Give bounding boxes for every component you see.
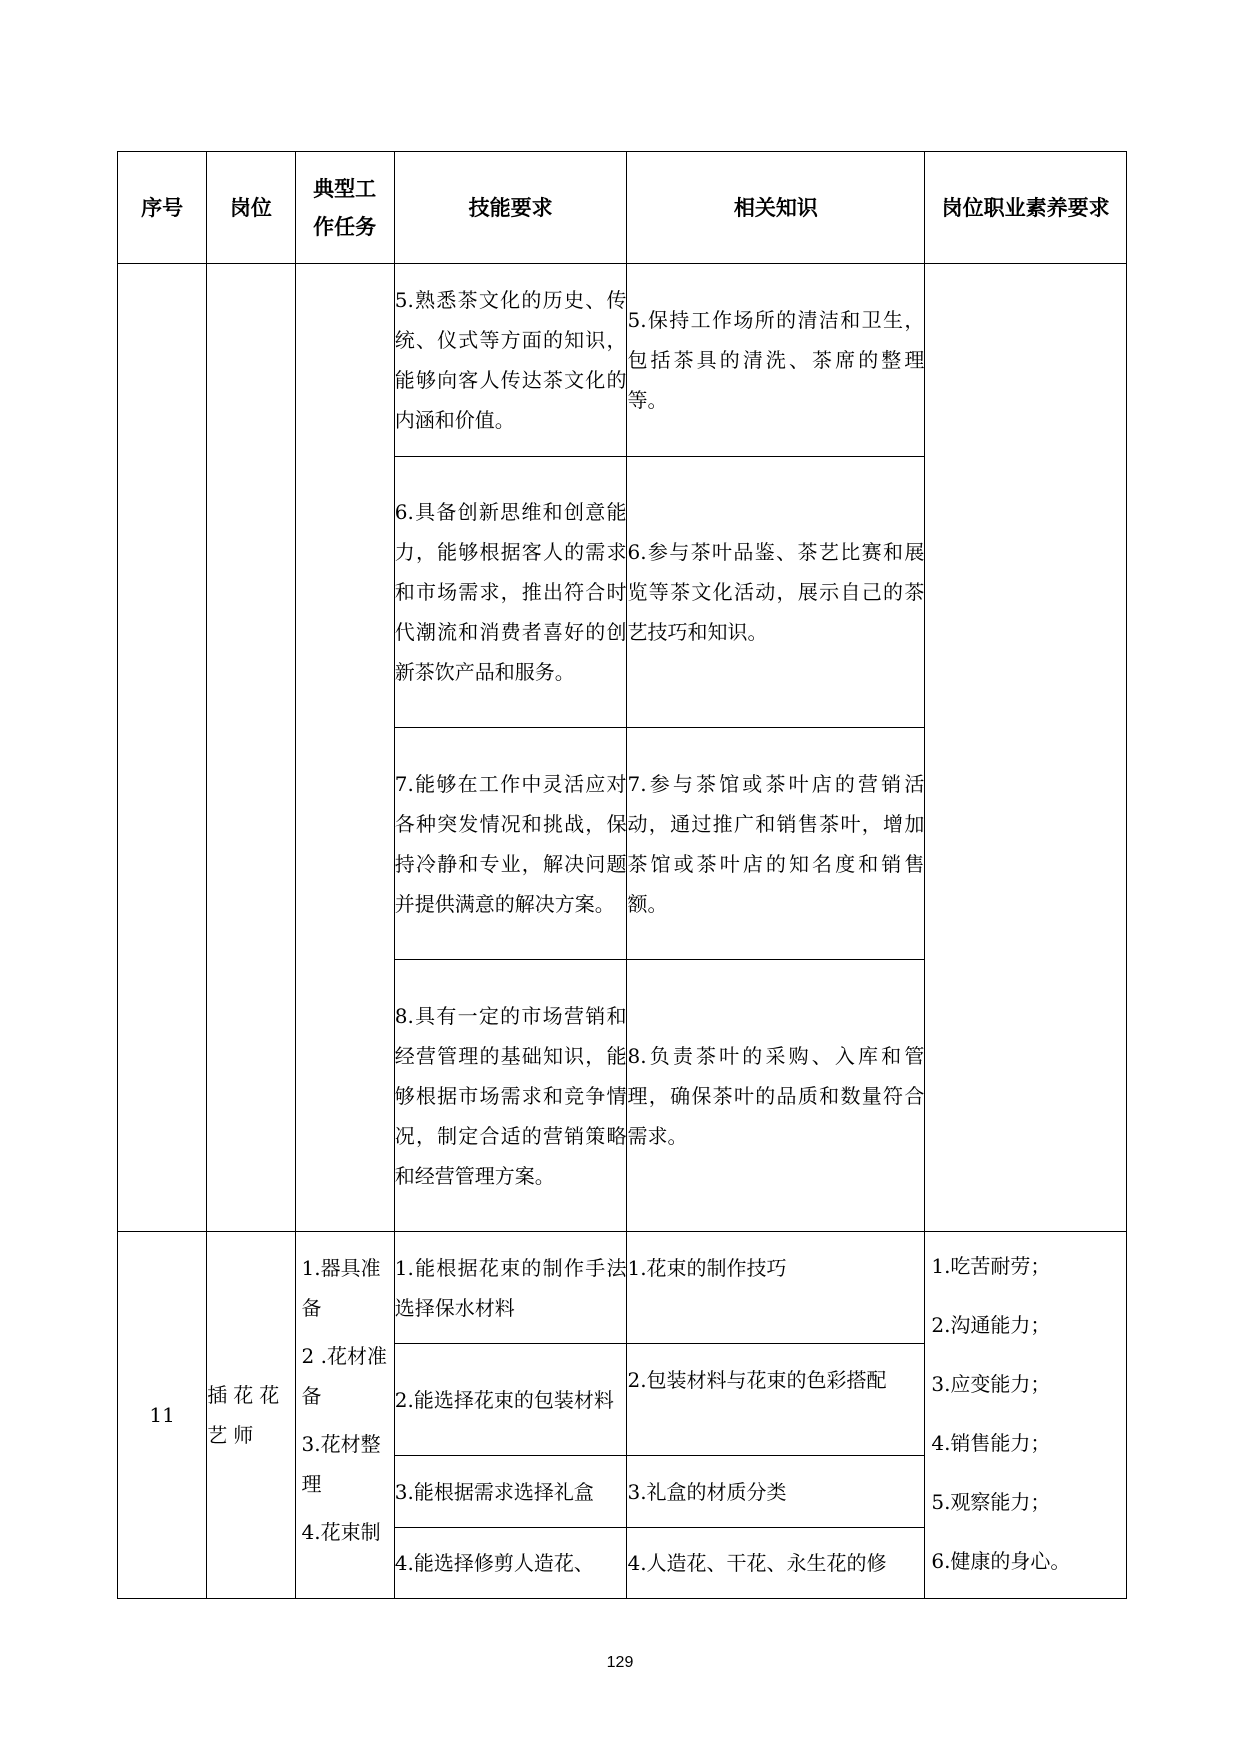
skill-cell: 1.能根据花束的制作手法选择保水材料: [394, 1232, 627, 1344]
quality-item: 4.销售能力；: [931, 1431, 1051, 1455]
quality-item: 3.应变能力；: [931, 1372, 1051, 1396]
job-requirements-table: [117, 151, 1127, 1599]
row-index: 11: [118, 1232, 207, 1599]
post-name: 插花花艺师: [207, 1232, 295, 1599]
header-post: 岗位: [207, 152, 295, 264]
knowledge-cell: 8.负责茶叶的采购、入库和管理，确保茶叶的品质和数量符合需求。: [627, 960, 925, 1232]
header-index: 序号: [118, 152, 207, 264]
quality-cell-empty: [925, 264, 1127, 1232]
task-item: 3.花材整理: [301, 1432, 381, 1496]
knowledge-cell: 1.花束的制作技巧: [627, 1232, 925, 1344]
quality-item: 5.观察能力；: [931, 1490, 1051, 1514]
header-skill: 技能要求: [394, 152, 627, 264]
page-number: 129: [606, 1654, 634, 1671]
knowledge-cell: 6.参与茶叶品鉴、茶艺比赛和展览等茶文化活动，展示自己的茶艺技巧和知识。: [627, 457, 925, 728]
task-cell-empty: [295, 264, 394, 1232]
skill-cell: 6.具备创新思维和创意能力，能够根据客人的需求和市场需求，推出符合时代潮流和消费者喜好的创新茶饮产品和服务。: [394, 457, 627, 728]
index-cell-empty: [118, 264, 207, 1232]
header-knowledge: 相关知识: [627, 152, 925, 264]
task-item: 2 .花材准备: [301, 1344, 387, 1408]
table-row-11-a: [118, 1232, 1127, 1344]
skill-cell: 3.能根据需求选择礼盒: [394, 1456, 627, 1528]
task-item: 1.器具准备: [301, 1256, 381, 1320]
header-quality: 岗位职业素养要求: [925, 152, 1127, 264]
knowledge-cell: 2.包装材料与花束的色彩搭配: [627, 1344, 925, 1456]
table-header-row: [118, 152, 1127, 264]
quality-item: 1.吃苦耐劳；: [931, 1254, 1051, 1278]
skill-cell: 5.熟悉茶文化的历史、传统、仪式等方面的知识，能够向客人传达茶文化的内涵和价值。: [394, 264, 627, 457]
skill-cell: 4.能选择修剪人造花、: [394, 1528, 627, 1599]
knowledge-cell: 4.人造花、干花、永生花的修: [627, 1528, 925, 1599]
knowledge-cell: 5.保持工作场所的清洁和卫生，包括茶具的清洗、茶席的整理等。: [627, 264, 925, 457]
post-cell-empty: [207, 264, 295, 1232]
task-list: [295, 1232, 394, 1599]
header-task: 典型工作任务: [295, 152, 394, 264]
skill-cell: 2.能选择花束的包装材料: [394, 1344, 627, 1456]
task-item: 4.花束制: [301, 1520, 381, 1544]
quality-list: [925, 1232, 1127, 1599]
quality-item: 6.健康的身心。: [931, 1549, 1071, 1573]
skill-cell: 8.具有一定的市场营销和经营管理的基础知识，能够根据市场需求和竞争情况，制定合适的营销策略和经营管理方案。: [394, 960, 627, 1232]
skill-cell: 7.能够在工作中灵活应对各种突发情况和挑战，保持冷静和专业，解决问题并提供满意的解决方案。: [394, 728, 627, 960]
table-row: [118, 264, 1127, 457]
quality-item: 2.沟通能力；: [931, 1313, 1051, 1337]
knowledge-cell: 3.礼盒的材质分类: [627, 1456, 925, 1528]
knowledge-cell: 7.参与茶馆或茶叶店的营销活动，通过推广和销售茶叶，增加茶馆或茶叶店的知名度和销售额。: [627, 728, 925, 960]
